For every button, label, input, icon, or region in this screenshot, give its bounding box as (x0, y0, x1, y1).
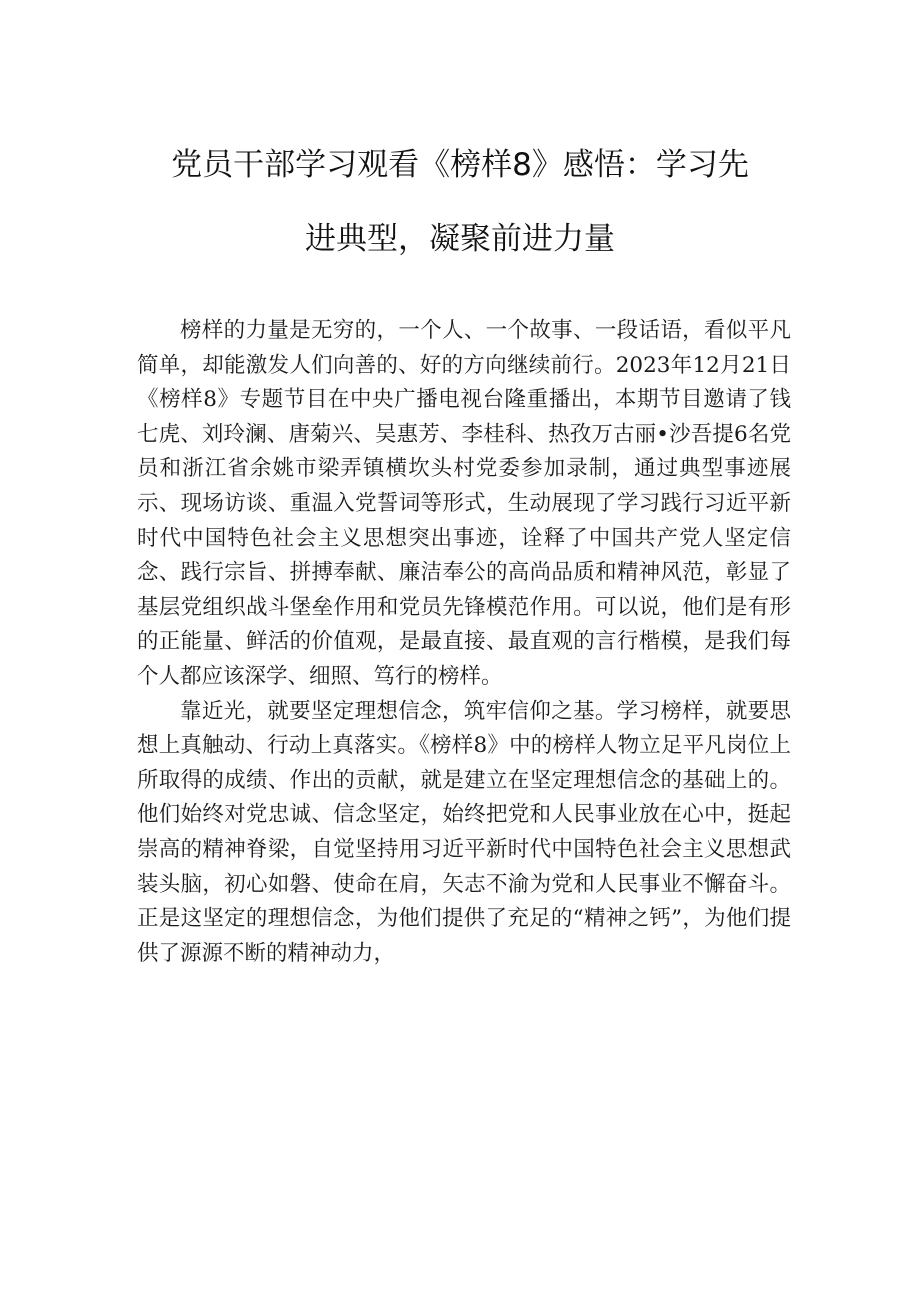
document-body (137, 314, 791, 971)
title-line-2: 进典型，凝聚前进力量 (305, 221, 615, 257)
paragraph-2: 靠近光，就要坚定理想信念，筑牢信仰之基。学习榜样，就要思想上真触动、行动上真落实。《榜样8》中的榜样人物立足平凡岗位上所取得的成绩、作出的贡献，就是建立在坚定理想信念的基础上的。他们始终对党忠诚、信念坚定，始终把党和人民事业放在心中，挺起崇高的精神脊梁，自觉坚持用习近平新时代中国特色社会主义思想武装头脑，初心如磐、使命在肩，矢志不渝为党和人民事业不懈奋斗。正是这坚定的理想信念，为他们提供了充足的“精神之钙”，为他们提供了源源不断的精神动力， (137, 698, 791, 966)
paragraph-1: 榜样的力量是无穷的，一个人、一个故事、一段话语，看似平凡简单，却能激发人们向善的、好的方向继续前行。2023年12月21日《榜样8》专题节目在中央广播电视台隆重播出，本期节目邀请了钱七虎、刘玲澜、唐菊兴、吴惠芳、李桂科、热孜万古丽•沙吾提6名党员和浙江省余姚市梁弄镇横坎头村党委参加录制，通过典型事迹展示、现场访谈、重温入党誓词等形式，生动展现了学习践行习近平新时代中国特色社会主义思想突出事迹，诠释了中国共产党人坚定信念、践行宗旨、拼搏奉献、廉洁奉公的高尚品质和精神风范，彰显了基层党组织战斗堡垒作用和党员先锋模范作用。可以说，他们是有形的正能量、鲜活的价值观，是最直接、最直观的言行楷模，是我们每个人都应该深学、细照、笃行的榜样。 (137, 318, 791, 689)
title-line-1: 党员干部学习观看《榜样8》感悟：学习先 (171, 147, 749, 183)
document-title (120, 128, 800, 276)
